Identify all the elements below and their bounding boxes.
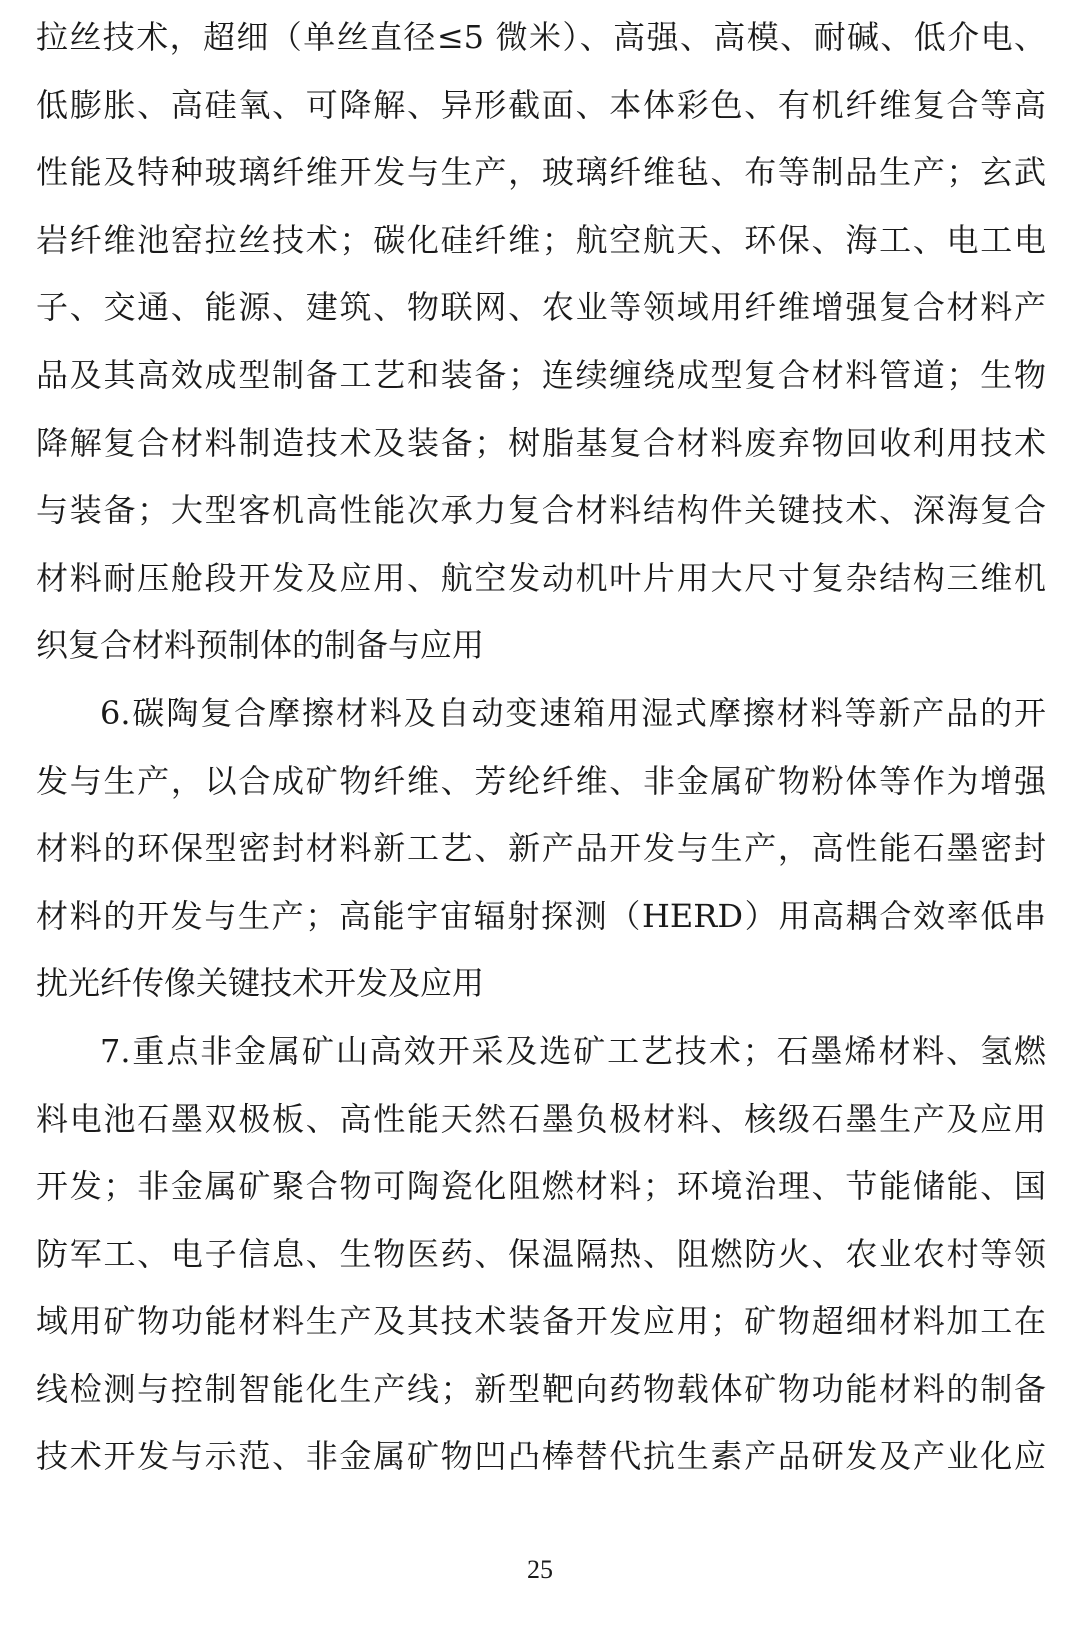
paragraph-first-line: 7.重点非金属矿山高效开采及选矿工艺技术；石墨烯材料、氢燃 — [100, 1031, 1046, 1070]
text-line: 品及其高效成型制备工艺和装备；连续缠绕成型复合材料管道；生物 — [36, 355, 1046, 394]
text-line: 发与生产，以合成矿物纤维、芳纶纤维、非金属矿物粉体等作为增强 — [36, 761, 1046, 800]
text-line: 材料耐压舱段开发及应用、航空发动机叶片用大尺寸复杂结构三维机 — [36, 558, 1046, 597]
text-line: 防军工、电子信息、生物医药、保温隔热、阻燃防火、农业农村等领 — [36, 1234, 1046, 1273]
text-line: 技术开发与示范、非金属矿物凹凸棒替代抗生素产品研发及产业化应 — [36, 1437, 1046, 1476]
page-number: 25 — [527, 1555, 553, 1584]
text-line: 降解复合材料制造技术及装备；树脂基复合材料废弃物回收利用技术 — [36, 423, 1046, 462]
text-line: 与装备；大型客机高性能次承力复合材料结构件关键技术、深海复合 — [36, 491, 1046, 530]
paragraph-first-line: 6.碳陶复合摩擦材料及自动变速箱用湿式摩擦材料等新产品的开 — [100, 693, 1046, 732]
text-line: 材料的开发与生产；高能宇宙辐射探测（HERD）用高耦合效率低串 — [36, 896, 1046, 935]
text-line: 子、交通、能源、建筑、物联网、农业等领域用纤维增强复合材料产 — [36, 288, 1046, 327]
text-line-last: 扰光纤传像关键技术开发及应用 — [36, 964, 485, 1003]
document-page — [36, 0, 1046, 1491]
text-line: 低膨胀、高硅氧、可降解、异形截面、本体彩色、有机纤维复合等高 — [36, 85, 1046, 124]
text-line: 线检测与控制智能化生产线；新型靶向药物载体矿物功能材料的制备 — [36, 1369, 1046, 1408]
text-line: 域用矿物功能材料生产及其技术装备开发应用；矿物超细材料加工在 — [36, 1302, 1046, 1341]
text-line: 材料的环保型密封材料新工艺、新产品开发与生产，高性能石墨密封 — [36, 829, 1046, 868]
text-line: 料电池石墨双极板、高性能天然石墨负极材料、核级石墨生产及应用 — [36, 1099, 1046, 1138]
text-line-last: 织复合材料预制体的制备与应用 — [36, 626, 485, 665]
text-line: 开发；非金属矿聚合物可陶瓷化阻燃材料；环境治理、节能储能、国 — [36, 1167, 1046, 1206]
text-line: 岩纤维池窑拉丝技术；碳化硅纤维；航空航天、环保、海工、电工电 — [36, 220, 1046, 259]
text-line: 性能及特种玻璃纤维开发与生产，玻璃纤维毡、布等制品生产；玄武 — [36, 153, 1046, 192]
text-line: 拉丝技术，超细（单丝直径≤5 微米）、高强、高模、耐碱、低介电、 — [36, 18, 1046, 56]
